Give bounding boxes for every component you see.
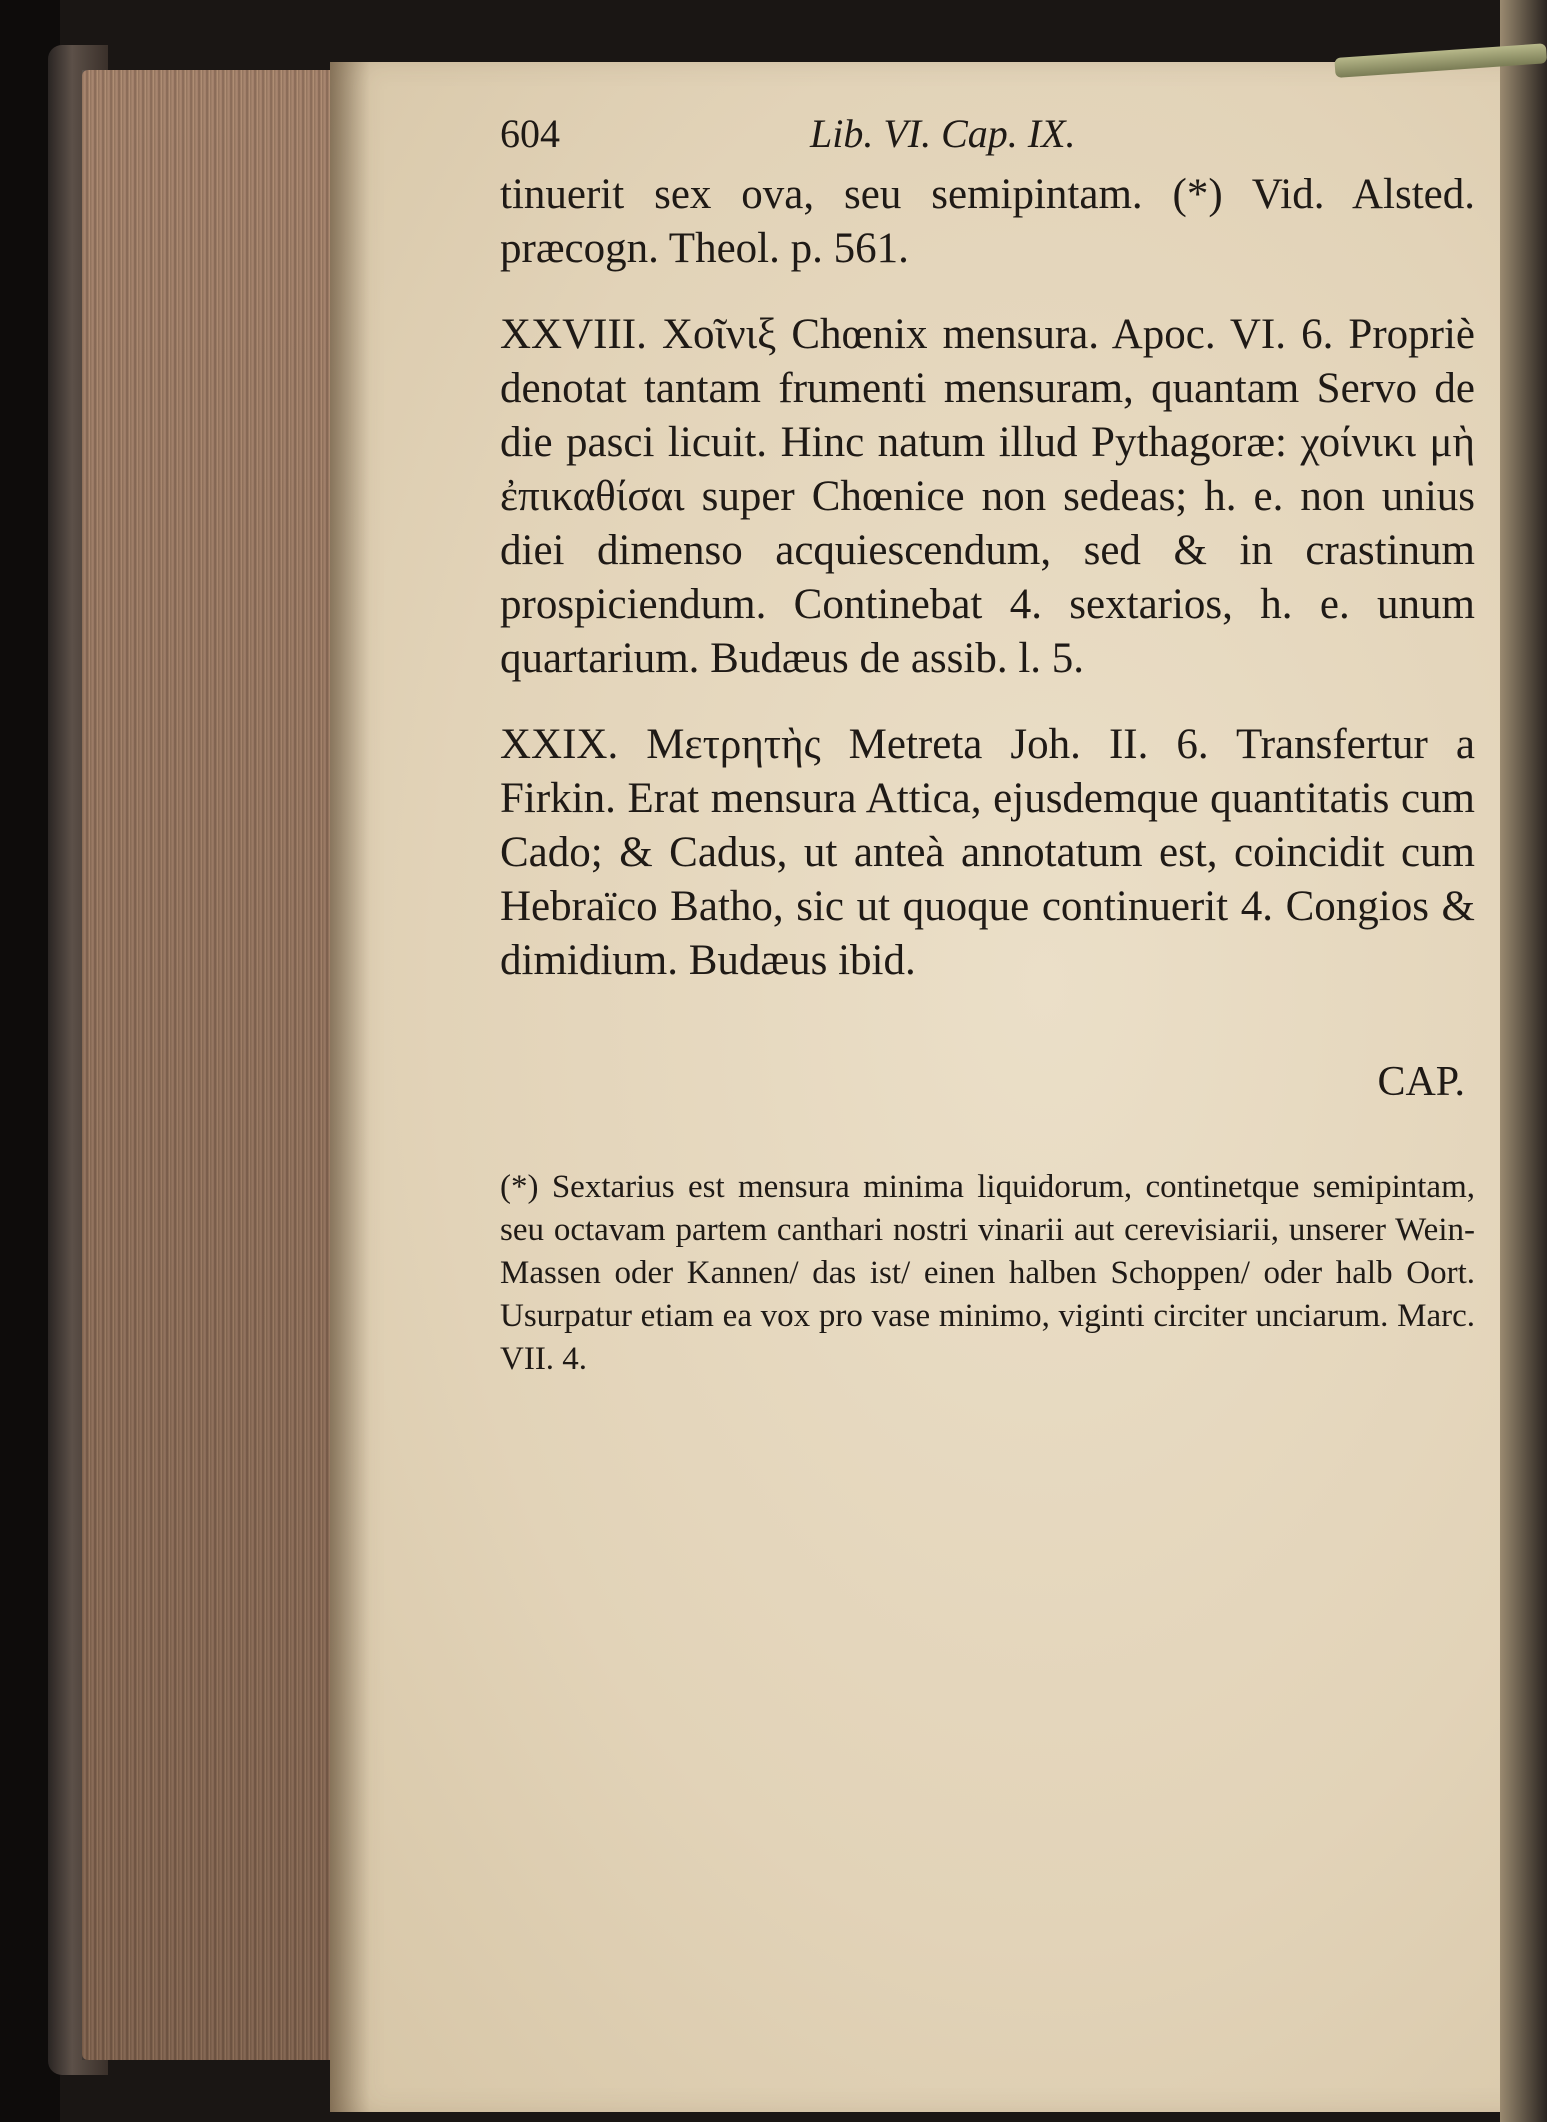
paragraph-xxviii: XXVIII. Χοῖνιξ Chœnix mensura. Apoc. VI. 6. Propriè denotat tantam frumenti mensuram, quantam Servo de die pasci licuit. Hinc natum illud Pythagoræ: χοίνικι μὴ ἐπικαθίσαι super Chœnice non sedeas; h. e. non unius diei dimenso acquiescendum, sed & in crastinum prospiciendum. Continebat 4. sextarios, h. e. unum quartarium. Budæus de assib. l. 5. [500, 311, 1475, 682]
paragraph-continuation: tinuerit sex ova, seu semipintam. (*) Vid. Alsted. præcogn. Theol. p. 561. [500, 171, 1475, 272]
gutter-shadow [330, 62, 370, 2112]
catchword: CAP. [1377, 1059, 1465, 1105]
page-edges [82, 70, 342, 2060]
page-header [500, 110, 1475, 168]
footnote: (*) Sextarius est mensura minima liquidorum, continetque semipintam, seu octavam partem canthari nostri vinarii aut cerevisiarii, unserer Wein-Massen oder Kannen/ das ist/ einen halben Schoppen/ oder halb Oort. Usurpatur etiam ea vox pro vase minimo, viginti circiter unciarum. Marc. VII. 4. [500, 1169, 1475, 1377]
facing-page-edge [1500, 0, 1547, 2122]
paragraph-xxix: XXIX. Μετρητὴς Metreta Joh. II. 6. Transfertur a Firkin. Erat mensura Attica, ejusdemque quantitatis cum Cado; & Cadus, ut anteà annotatum est, coincidit cum Hebraïco Batho, sic ut quoque continuerit 4. Congios & dimidium. Budæus ibid. [500, 721, 1475, 984]
page-text [500, 110, 1475, 1381]
page-number: 604 [500, 111, 560, 156]
running-title: Lib. VI. Cap. IX. [810, 111, 1076, 156]
